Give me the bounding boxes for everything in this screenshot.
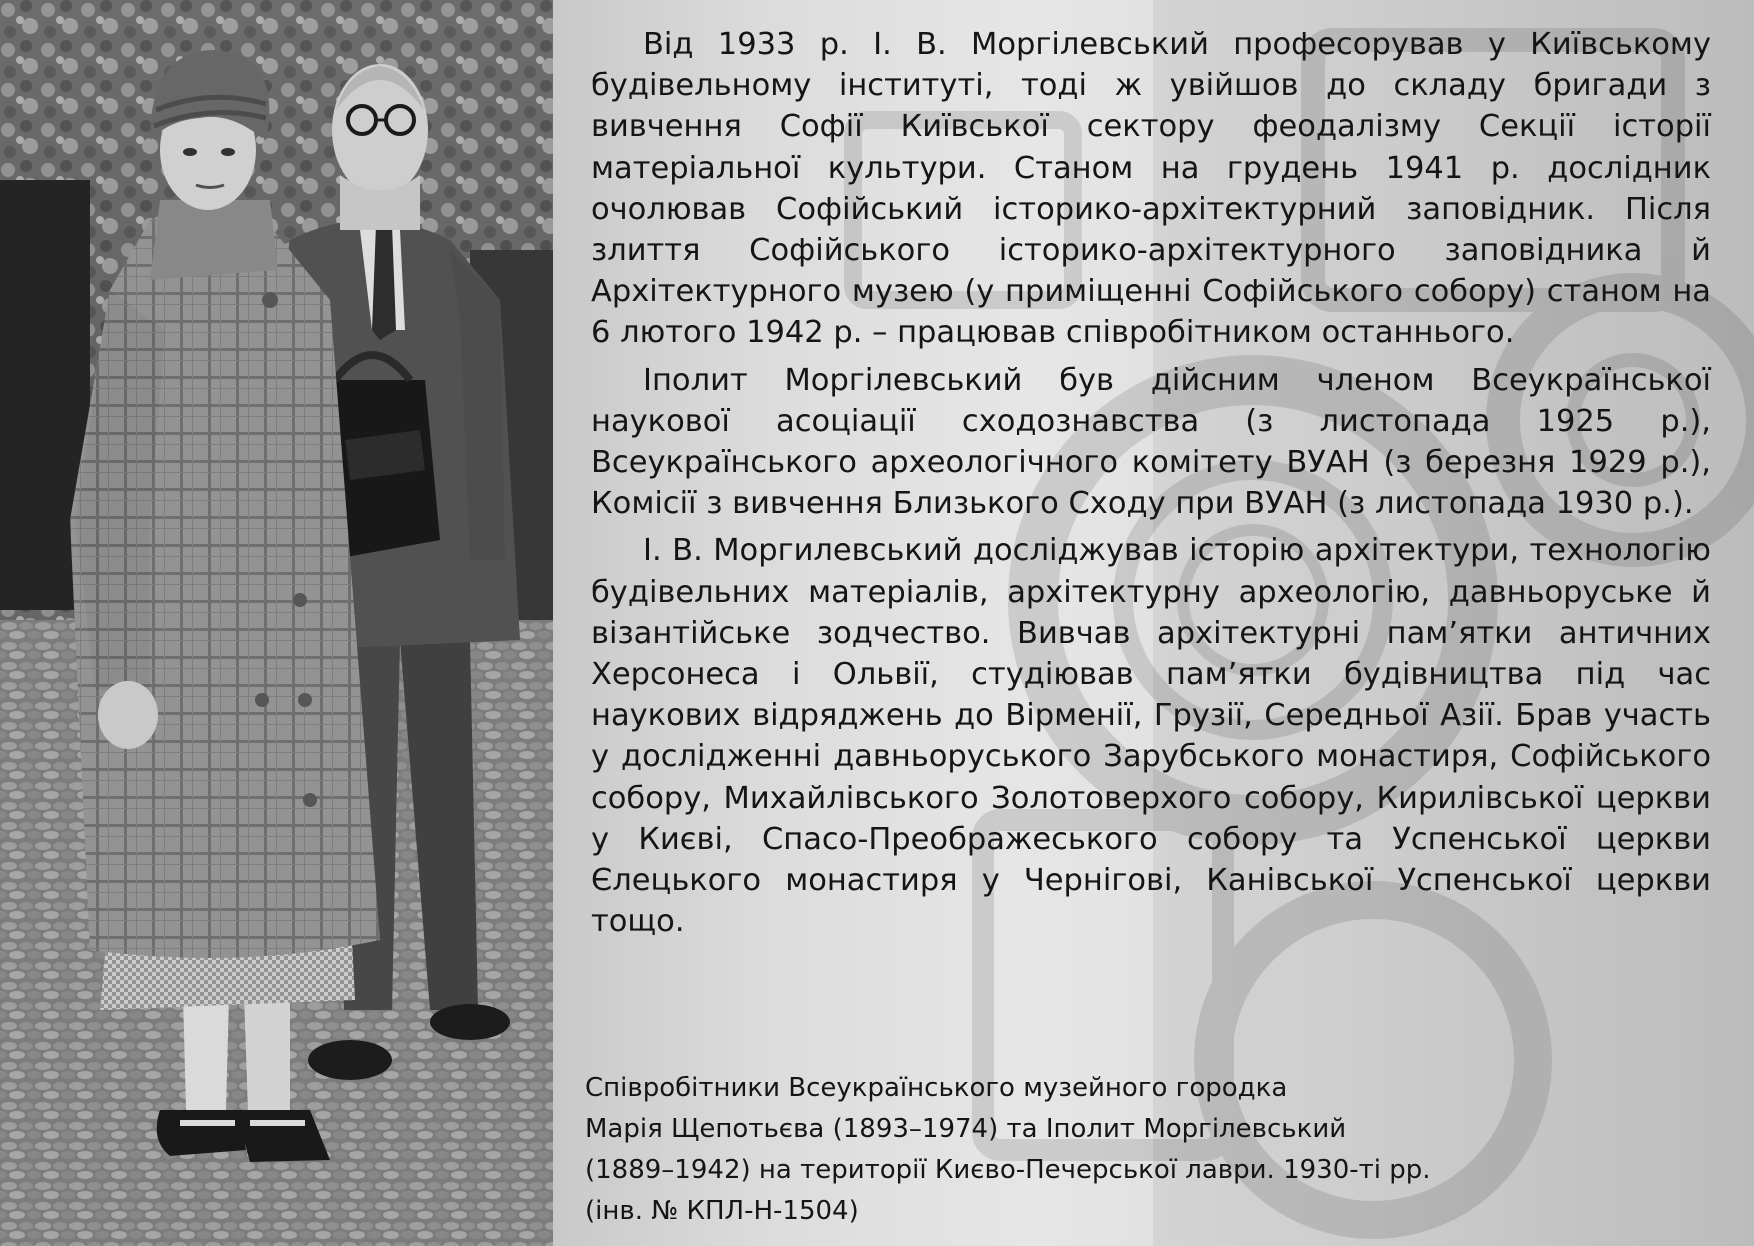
caption-line-2: Марія Щепотьєва (1893–1974) та Іполит Моргілевський [585,1114,1347,1144]
caption-inventory-number: (інв. № КПЛ-Н-1504) [585,1196,859,1226]
photo-illustration [0,0,553,1246]
article-body [591,24,1711,948]
article-paragraph-3: І. В. Моргилевський досліджував історію архітектури, технологію будівельних матеріалів, архітектурну археологію, давньоруське й візантійське зодчество. Вивчав архітектурні пам’ятки античних Херсонеса і Ольвії, студіював пам’ятки будівництва під час наукових відряджень до Вірменії, Грузії, Середньої Азії. Брав участь у дослідженні давньоруського Зарубського монастиря, Софійського собору, Михайлівського Золотоверхого собору, Кирилівської церкви у Києві, Спасо-Преображеського собору та Успенської церкви Єлецького монастиря у Чернігові, Канівської Успенської церкви тощо. [591,533,1711,940]
text-panel [553,0,1754,1246]
article-paragraph-2: Іполит Моргілевський був дійсним членом Всеукраїнської наукової асоціації сходознавства (з листопада 1925 р.), Всеукраїнського археологічного комітету ВУАН (з березня 1929 р.), Комісії з вивчення Близького Сходу при ВУАН (з листопада 1930 р.). [591,362,1711,522]
caption-line-1: Співробітники Всеукраїнського музейного городка [585,1073,1288,1103]
caption-line-3: (1889–1942) на території Києво-Печерської лаври. 1930-ті рр. [585,1155,1431,1185]
article-paragraph-1: Від 1933 р. І. В. Моргілевський професорував у Київському будівельному інституті, тоді ж увійшов до складу бригади з вивчення Софії Київської сектору феодалізму Секції історії матеріальної культури. Станом на грудень 1941 р. дослідник очолював Софійський історико-архітектурний заповідник. Після злиття Софійського історико-архітектурного заповідника й Архітектурного музею (у приміщенні Софійського собору) станом на 6 лютого 1942 р. – працював співробітником останнього. [591,27,1711,351]
photo-caption [585,1068,1725,1232]
historical-photo [0,0,553,1246]
